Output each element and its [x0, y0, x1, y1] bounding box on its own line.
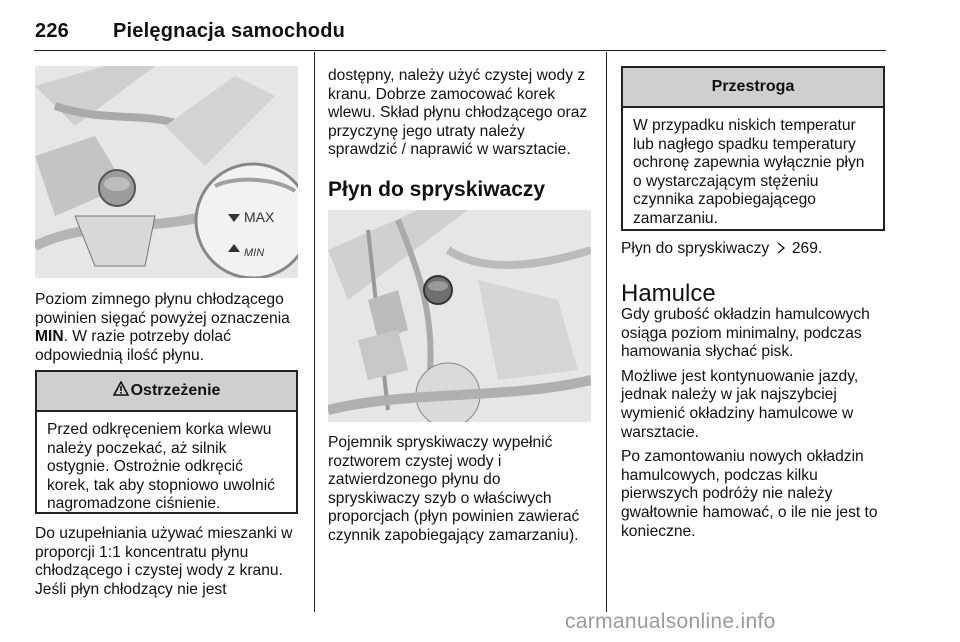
- watermark: carmanualsonline.info: [565, 610, 776, 633]
- brakes-paragraph-2: Możliwe jest kontynuowanie jazdy, jednak należy w jak najszybciej wymienić okładziny hamulcowe w warsztacie.: [621, 367, 859, 441]
- page-header: [35, 20, 345, 43]
- washer-illustration: [328, 210, 591, 422]
- caution-title: Przestroga: [711, 78, 795, 95]
- section-heading-washer-fluid: Płyn do spryskiwaczy: [328, 178, 546, 201]
- column-divider: [314, 52, 315, 612]
- min-emphasis: MIN: [35, 328, 64, 346]
- brakes-paragraph-3: Po zamontowaniu nowych okładzin hamulcowych, podczas kilku pierwszych podróży nie należy gwałtownie hamować, o ile nie jest to konieczne.: [621, 448, 878, 540]
- page-title: Pielęgnacja samochodu: [113, 20, 346, 42]
- washer-reference: [621, 240, 891, 260]
- page-ref-arrow-icon: [776, 241, 786, 260]
- warning-box: [35, 370, 298, 514]
- max-mark-label: MAX: [244, 209, 275, 225]
- coolant-continued-paragraph: dostępny, należy użyć czystej wody z kranu. Dobrze zamocować korek wlewu. Skład płynu chłodzącego oraz przyczynę jego utraty należy sprawdzić / naprawić w warsztacie.: [328, 67, 588, 159]
- header-rule: [34, 50, 886, 51]
- column-divider: [606, 52, 607, 612]
- coolant-caption: Poziom zimnego płynu chłodzącego powinien sięgać powyżej oznaczenia MIN. W razie potrzeby dolać odpowiednią ilość płynu.: [35, 291, 290, 364]
- brakes-text: [621, 306, 896, 541]
- caution-body: W przypadku niskich temperatur lub nagłego spadku temperatury ochronę zapewnia wyłącznie płyn o wystarczającym stężeniu czynnika zapobiegającego zamarzaniu.: [633, 117, 865, 227]
- warning-header: [37, 372, 296, 412]
- coolant-illustration: [35, 66, 298, 278]
- page-number: 226: [35, 20, 69, 42]
- caution-header: [623, 68, 883, 108]
- coolant-reservoir-figure: [35, 66, 298, 278]
- brakes-paragraph-1: Gdy grubość okładzin hamulcowych osiąga poziom minimalny, podczas hamowania słychać pisk.: [621, 306, 870, 361]
- coolant-paragraph: Do uzupełniania używać mieszanki w proporcji 1:1 koncentratu płynu chłodzącego i czystej wody z kranu. Jeśli płyn chłodzący nie jest: [35, 525, 293, 598]
- reference-page-link[interactable]: 269.: [791, 240, 823, 257]
- washer-reservoir-figure: [328, 210, 591, 422]
- caution-box: [621, 66, 885, 231]
- warning-body: Przed odkręceniem korka wlewu należy poczekać, aż silnik ostygnie. Ostrożnie odkręcić korek, tak aby stopniowo uwolnić nagromadzone ciśnienie.: [47, 421, 275, 513]
- section-heading-brakes: Hamulce: [621, 280, 716, 307]
- warning-triangle-icon: [113, 381, 129, 401]
- reference-text: Płyn do spryskiwaczy: [621, 240, 770, 257]
- warning-title: Ostrzeżenie: [130, 382, 221, 399]
- min-mark-label: MIN: [244, 247, 265, 259]
- washer-paragraph: Pojemnik spryskiwaczy wypełnić roztworem czystej wody i zatwierdzonego płynu do spryskiwaczy szyb o właściwych proporcjach (płyn powinien zawierać czynnik zapobiegający zamarzaniu).: [328, 434, 580, 544]
